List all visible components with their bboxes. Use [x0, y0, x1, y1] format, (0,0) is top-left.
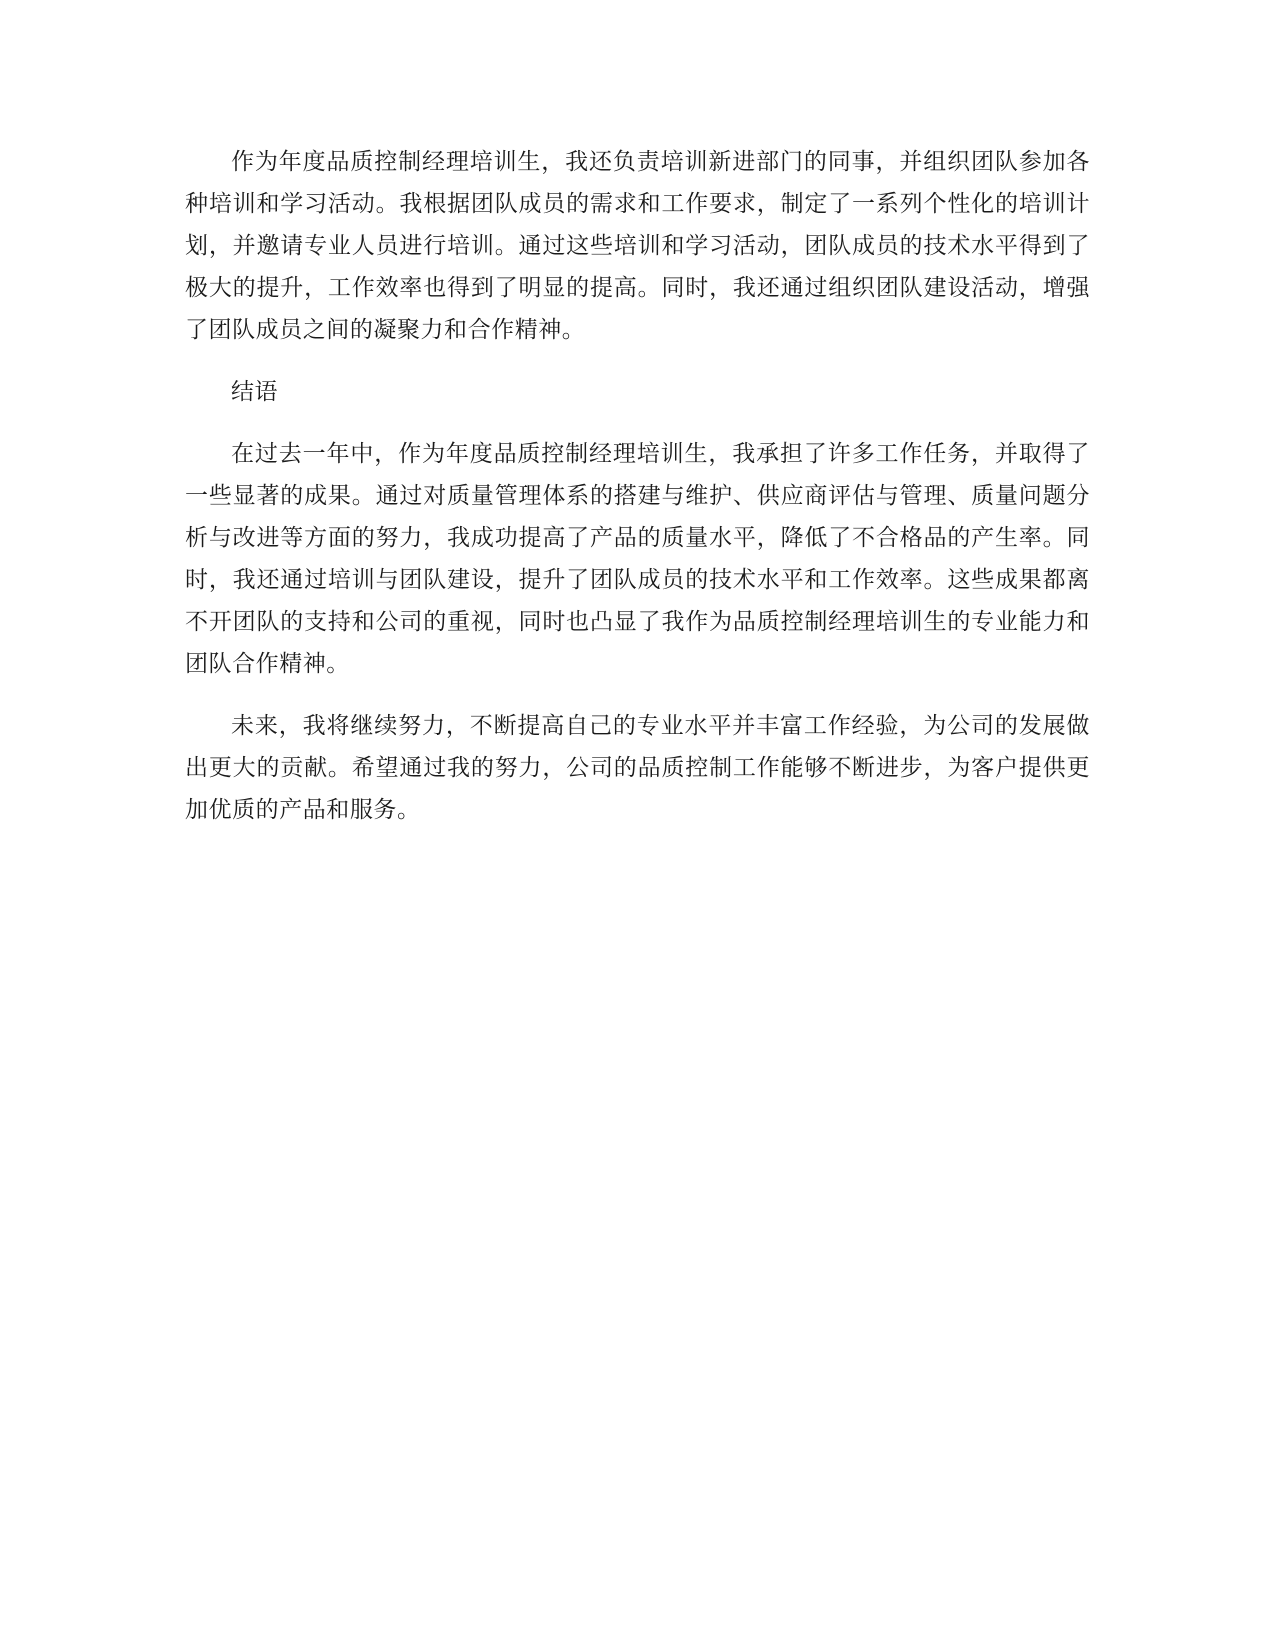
training-paragraph: 作为年度品质控制经理培训生，我还负责培训新进部门的同事，并组织团队参加各种培训和学习活动。我根据团队成员的需求和工作要求，制定了一系列个性化的培训计划，并邀请专业人员进行培训。通过这些培训和学习活动，团队成员的技术水平得到了极大的提升，工作效率也得到了明显的提高。同时，我还通过组织团队建设活动，增强了团队成员之间的凝聚力和合作精神。: [185, 149, 1090, 343]
conclusion-heading: 结语: [231, 379, 279, 405]
future-paragraph: 未来，我将继续努力，不断提高自己的专业水平并丰富工作经验，为公司的发展做出更大的贡献。希望通过我的努力，公司的品质控制工作能够不断进步，为客户提供更加优质的产品和服务。: [185, 713, 1090, 823]
conclusion-paragraph: 在过去一年中，作为年度品质控制经理培训生，我承担了许多工作任务，并取得了一些显著的成果。通过对质量管理体系的搭建与维护、供应商评估与管理、质量问题分析与改进等方面的努力，我成功提高了产品的质量水平，降低了不合格品的产生率。同时，我还通过培训与团队建设，提升了团队成员的技术水平和工作效率。这些成果都离不开团队的支持和公司的重视，同时也凸显了我作为品质控制经理培训生的专业能力和团队合作精神。: [185, 441, 1090, 677]
document-body: [185, 141, 1090, 851]
